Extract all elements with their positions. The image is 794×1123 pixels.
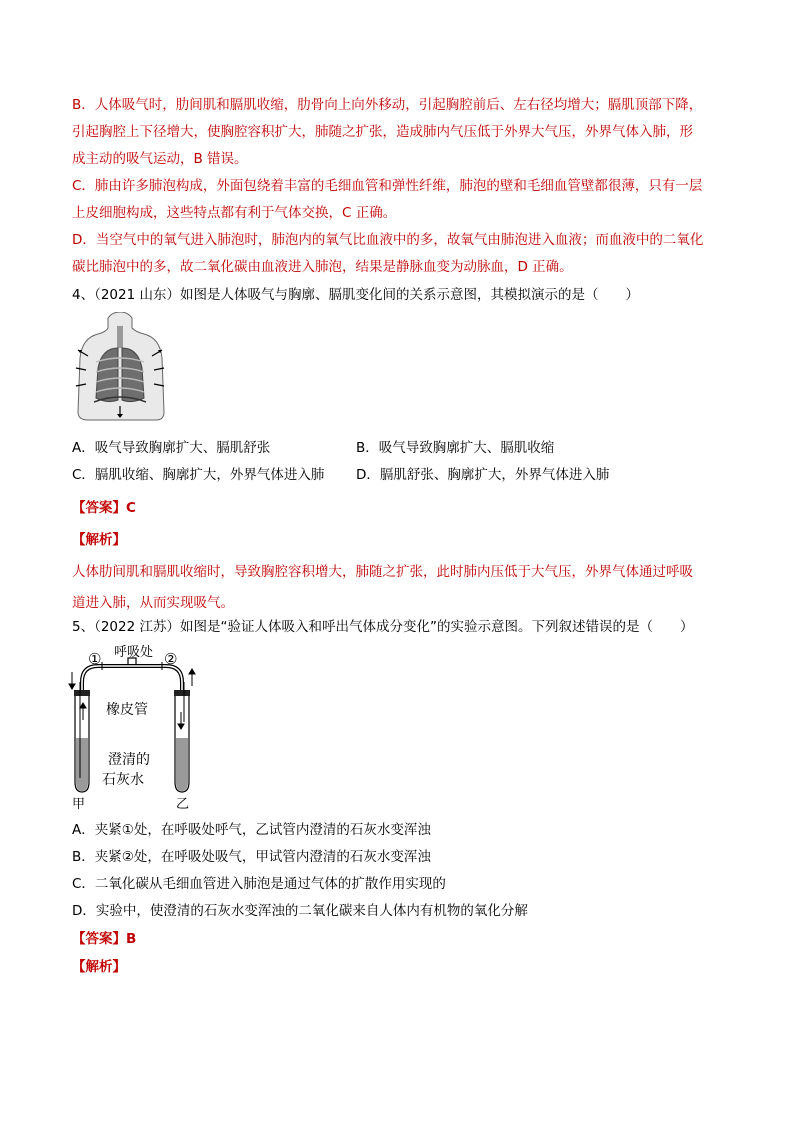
analysis-d-line-1: D．当空气中的氧气进入肺泡时，肺泡内的氧气比血液中的多，故氧气由肺泡进入血液；而血液中的二氧化 xyxy=(72,232,704,248)
q5-answer: 【答案】B xyxy=(72,931,137,947)
q4-option-a: A．吸气导致胸廓扩大、膈肌舒张 xyxy=(72,440,271,456)
liquid-label-2: 石灰水 xyxy=(102,772,144,788)
clamp-2-label: ② xyxy=(164,650,178,668)
q4-figure-breathing-diagram xyxy=(74,312,168,424)
q4-stem: 4、（2021 山东）如图是人体吸气与胸廓、膈肌变化间的关系示意图，其模拟演示的是（ ） xyxy=(72,287,639,303)
analysis-d-line-2: 碳比肺泡中的多，故二氧化碳由血液进入肺泡，结果是静脉血变为动脉血，D 正确。 xyxy=(72,259,573,275)
tube-label: 橡皮管 xyxy=(106,702,148,718)
liquid-label-1: 澄清的 xyxy=(108,752,150,768)
q5-option-d: D．实验中，使澄清的石灰水变浑浊的二氧化碳来自人体内有机物的氧化分解 xyxy=(72,903,528,919)
q4-analysis-line-2: 道进入肺，从而实现吸气。 xyxy=(72,595,234,611)
analysis-c-line-2: 上皮细胞构成，这些特点都有利于气体交换，C 正确。 xyxy=(72,205,397,221)
analysis-b-line-3: 成主动的吸气运动，B 错误。 xyxy=(72,151,248,167)
q5-stem: 5、（2022 江苏）如图是“验证人体吸入和呼出气体成分变化”的实验示意图。下列叙述错误的是（ ） xyxy=(72,619,694,635)
q5-option-a: A．夹紧①处，在呼吸处呼气，乙试管内澄清的石灰水变浑浊 xyxy=(72,822,431,838)
analysis-c-line-1: C．肺由许多肺泡构成，外面包绕着丰富的毛细血管和弹性纤维，肺泡的壁和毛细血管壁都很薄，只有一层 xyxy=(72,178,703,194)
q5-figure-experiment xyxy=(68,642,196,812)
q4-analysis-line-1: 人体肋间肌和膈肌收缩时，导致胸腔容积增大，肺随之扩张，此时肺内压低于大气压，外界气体通过呼吸 xyxy=(72,564,693,580)
q4-option-c: C．膈肌收缩、胸廓扩大，外界气体进入肺 xyxy=(72,467,325,483)
analysis-b-line-2: 引起胸腔上下径增大，使胸腔容积扩大，肺随之扩张，造成肺内气压低于外界大气压，外界气体入肺，形 xyxy=(72,124,693,140)
q5-option-b: B．夹紧②处，在呼吸处吸气，甲试管内澄清的石灰水变浑浊 xyxy=(72,849,431,865)
q4-answer: 【答案】C xyxy=(72,500,136,516)
mouth-label: 呼吸处 xyxy=(114,645,154,660)
right-tube-label: 乙 xyxy=(176,797,190,812)
analysis-b-line-1: B．人体吸气时，肋间肌和膈肌收缩，肋骨向上向外移动，引起胸腔前后、左右径均增大；膈肌顶部下降， xyxy=(72,97,703,113)
q4-option-d: D．膈肌舒张、胸廓扩大，外界气体进入肺 xyxy=(356,467,610,483)
q4-analysis-label: 【解析】 xyxy=(72,532,126,548)
q5-analysis-label: 【解析】 xyxy=(72,959,126,975)
q5-option-c: C．二氧化碳从毛细血管进入肺泡是通过气体的扩散作用实现的 xyxy=(72,876,446,892)
clamp-1-label: ① xyxy=(88,650,102,668)
q4-option-b: B．吸气导致胸廓扩大、膈肌收缩 xyxy=(356,440,555,456)
left-tube-label: 甲 xyxy=(72,797,86,812)
